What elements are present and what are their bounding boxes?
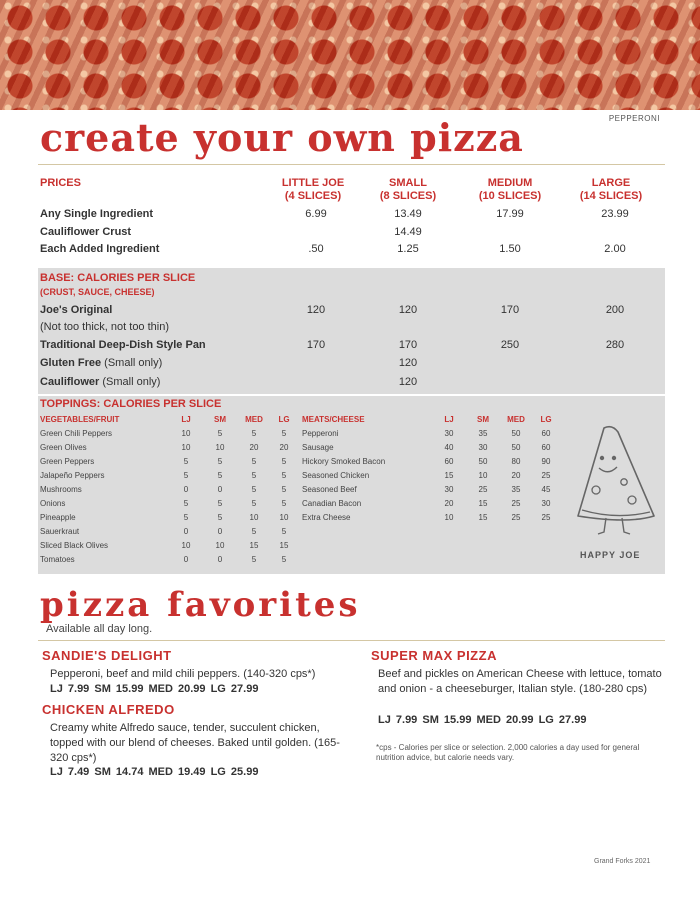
item-description: Pepperoni, beef and mild chili peppers. (140-320 cps*) [50, 668, 316, 680]
topping-calorie-value: 5 [217, 429, 223, 438]
topping-calorie-value: 90 [541, 457, 551, 466]
topping-calorie-value: 60 [444, 457, 454, 466]
price-value: 2.00 [604, 243, 626, 255]
topping-calorie-value: 35 [511, 485, 521, 494]
col-header: LJ [181, 415, 191, 424]
base-row-label: Gluten Free [40, 357, 102, 369]
item-prices: LJ 7.99 SM 15.99 MED 20.99 LG 27.99 [50, 683, 259, 695]
topping-calorie-value: 5 [281, 457, 287, 466]
col-header: MED [245, 415, 263, 424]
topping-calorie-value: 5 [281, 429, 287, 438]
topping-name: Green Chili Peppers [40, 429, 113, 438]
meat-header: MEATS/CHEESE [302, 415, 365, 424]
topping-calorie-value: 5 [183, 513, 189, 522]
topping-calorie-value: 5 [281, 555, 287, 564]
size-medium [465, 177, 555, 203]
topping-calorie-value: 5 [217, 499, 223, 508]
base-row-cauliflower [40, 376, 160, 388]
topping-calorie-value: 20 [279, 443, 289, 452]
hero-image-texture [0, 0, 700, 110]
topping-name: Extra Cheese [302, 513, 351, 522]
item-name-chicken-alfredo: CHICKEN ALFREDO [42, 702, 175, 717]
topping-calorie-value: 15 [478, 513, 488, 522]
topping-calorie-value: 45 [541, 485, 551, 494]
topping-calorie-value: 25 [478, 485, 488, 494]
mascot-label: HAPPY JOE [580, 550, 641, 560]
item-name-sandies-delight: SANDIE'S DELIGHT [42, 648, 172, 663]
topping-name: Hickory Smoked Bacon [302, 457, 386, 466]
col-header: LJ [444, 415, 454, 424]
size-name: LITTLE JOE [281, 177, 345, 189]
topping-name: Mushrooms [40, 485, 82, 494]
topping-calorie-value: 15 [444, 471, 454, 480]
veg-header: VEGETABLES/FRUIT [40, 415, 120, 424]
base-title: BASE: CALORIES PER SLICE [40, 272, 196, 284]
base-row-note: (Small only) [101, 357, 163, 369]
calorie-value: 120 [398, 376, 418, 388]
topping-name: Sauerkraut [40, 527, 80, 536]
topping-calorie-value: 15 [478, 499, 488, 508]
topping-calorie-value: 5 [183, 471, 189, 480]
col-header: MED [507, 415, 525, 424]
item-description: Creamy white Alfredo sauce, tender, succulent chicken, topped with our blend of cheeses. Baked until golden. (165-320 cps*) [50, 722, 340, 764]
topping-calorie-value: 25 [541, 513, 551, 522]
happy-joe-mascot-icon [568, 420, 664, 546]
topping-name: Pepperoni [302, 429, 339, 438]
price-value: 23.99 [601, 208, 629, 220]
divider [38, 164, 665, 165]
size-name: MEDIUM [487, 177, 533, 189]
topping-name: Seasoned Beef [302, 485, 357, 494]
calorie-value: 120 [398, 357, 418, 369]
topping-calorie-value: 20 [444, 499, 454, 508]
topping-name: Canadian Bacon [302, 499, 362, 508]
item-prices: LJ 7.99 SM 15.99 MED 20.99 LG 27.99 [378, 714, 587, 726]
topping-calorie-value: 25 [511, 499, 521, 508]
topping-calorie-value: 15 [249, 541, 259, 550]
topping-calorie-value: 5 [183, 499, 189, 508]
topping-calorie-value: 50 [511, 429, 521, 438]
size-name: LARGE [591, 177, 631, 189]
calorie-value: 200 [605, 304, 625, 316]
topping-calorie-value: 5 [251, 527, 257, 536]
topping-calorie-value: 5 [281, 471, 287, 480]
topping-calorie-value: 10 [181, 541, 191, 550]
topping-calorie-value: 20 [511, 471, 521, 480]
size-slices: (10 SLICES) [478, 190, 542, 202]
item-description: Beef and pickles on American Cheese with lettuce, tomato and onion - a cheeseburger, Italian style. (180-280 cps) [378, 668, 662, 695]
topping-calorie-value: 15 [279, 541, 289, 550]
topping-calorie-value: 80 [511, 457, 521, 466]
topping-calorie-value: 5 [251, 499, 257, 508]
calorie-value: 120 [306, 304, 326, 316]
size-small [368, 177, 448, 203]
price-row-label: Any Single Ingredient [40, 208, 154, 220]
topping-calorie-value: 0 [217, 485, 223, 494]
hero-caption: PEPPERONI [608, 114, 660, 123]
col-header: SM [214, 415, 226, 424]
topping-name: Onions [40, 499, 66, 508]
size-name: SMALL [389, 177, 427, 189]
calorie-value: 280 [605, 339, 625, 351]
topping-calorie-value: 0 [217, 527, 223, 536]
topping-calorie-value: 50 [511, 443, 521, 452]
topping-calorie-value: 30 [478, 443, 488, 452]
topping-calorie-value: 50 [478, 457, 488, 466]
size-slices: (8 SLICES) [379, 190, 437, 202]
headline-create-your-own-pizza: create your own pizza [40, 115, 524, 160]
item-prices: LJ 7.49 SM 14.74 MED 19.49 LG 25.99 [50, 766, 259, 778]
topping-calorie-value: 10 [181, 443, 191, 452]
price-value: 14.49 [394, 226, 422, 238]
topping-calorie-value: 5 [251, 471, 257, 480]
col-header: LG [540, 415, 552, 424]
topping-calorie-value: 5 [251, 429, 257, 438]
topping-calorie-value: 20 [249, 443, 259, 452]
prices-header: PRICES [40, 177, 81, 189]
topping-calorie-value: 5 [281, 499, 287, 508]
price-value: .50 [308, 243, 324, 255]
topping-name: Pineapple [40, 513, 76, 522]
topping-name: Seasoned Chicken [302, 471, 370, 480]
calorie-footnote: *cps - Calories per slice or selection. 2,000 calories a day used for general nutrition advice, but calorie needs vary. [376, 743, 640, 762]
topping-calorie-value: 10 [249, 513, 259, 522]
price-value: 13.49 [394, 208, 422, 220]
base-row-gluten-free [40, 357, 162, 369]
size-large [566, 177, 656, 203]
headline-pizza-favorites: pizza favorites [40, 585, 361, 625]
col-header: LG [278, 415, 290, 424]
topping-calorie-value: 5 [217, 471, 223, 480]
price-value: 17.99 [496, 208, 524, 220]
topping-name: Jalapeño Peppers [40, 471, 105, 480]
topping-calorie-value: 25 [511, 513, 521, 522]
price-value: 1.25 [397, 243, 419, 255]
base-row-note: (Not too thick, not too thin) [40, 321, 170, 333]
topping-calorie-value: 0 [183, 527, 189, 536]
price-row-label: Cauliflower Crust [40, 226, 132, 238]
topping-name: Tomatoes [40, 555, 75, 564]
calorie-value: 170 [398, 339, 418, 351]
base-row-label: Cauliflower [40, 376, 100, 388]
topping-calorie-value: 10 [215, 541, 225, 550]
topping-calorie-value: 60 [541, 443, 551, 452]
topping-calorie-value: 35 [478, 429, 488, 438]
topping-calorie-value: 5 [217, 457, 223, 466]
topping-name: Green Peppers [40, 457, 95, 466]
calorie-value: 250 [500, 339, 520, 351]
topping-calorie-value: 25 [541, 471, 551, 480]
topping-calorie-value: 5 [251, 485, 257, 494]
toppings-title: TOPPINGS: CALORIES PER SLICE [40, 398, 222, 410]
topping-calorie-value: 30 [444, 485, 454, 494]
base-row-label: Traditional Deep-Dish Style Pan [40, 339, 206, 351]
favorites-subtitle: Available all day long. [46, 623, 153, 635]
footer-location: Grand Forks 2021 [594, 858, 651, 865]
topping-calorie-value: 40 [444, 443, 454, 452]
topping-name: Sliced Black Olives [40, 541, 109, 550]
price-row-label: Each Added Ingredient [40, 243, 160, 255]
topping-calorie-value: 10 [478, 471, 488, 480]
topping-calorie-value: 10 [181, 429, 191, 438]
size-slices: (14 SLICES) [579, 190, 643, 202]
base-subtitle: (CRUST, SAUCE, CHEESE) [40, 287, 155, 297]
topping-name: Green Olives [40, 443, 87, 452]
divider [38, 640, 665, 641]
size-slices: (4 SLICES) [284, 190, 342, 202]
topping-calorie-value: 30 [444, 429, 454, 438]
topping-calorie-value: 60 [541, 429, 551, 438]
topping-calorie-value: 5 [281, 527, 287, 536]
size-little-joe [270, 177, 356, 203]
price-value: 6.99 [305, 208, 327, 220]
topping-calorie-value: 5 [217, 513, 223, 522]
topping-calorie-value: 5 [281, 485, 287, 494]
topping-calorie-value: 30 [541, 499, 551, 508]
topping-calorie-value: 10 [215, 443, 225, 452]
topping-calorie-value: 5 [183, 457, 189, 466]
col-header: SM [477, 415, 489, 424]
topping-name: Sausage [302, 443, 334, 452]
price-value: 1.50 [499, 243, 521, 255]
topping-calorie-value: 5 [251, 555, 257, 564]
calorie-value: 170 [500, 304, 520, 316]
topping-calorie-value: 0 [183, 555, 189, 564]
topping-calorie-value: 5 [251, 457, 257, 466]
calorie-value: 170 [306, 339, 326, 351]
base-row-label: Joe's Original [40, 304, 113, 316]
item-name-super-max-pizza: SUPER MAX PIZZA [371, 648, 497, 663]
calorie-value: 120 [398, 304, 418, 316]
topping-calorie-value: 10 [279, 513, 289, 522]
base-row-note: (Small only) [99, 376, 161, 388]
topping-calorie-value: 10 [444, 513, 454, 522]
topping-calorie-value: 0 [217, 555, 223, 564]
topping-calorie-value: 0 [183, 485, 189, 494]
